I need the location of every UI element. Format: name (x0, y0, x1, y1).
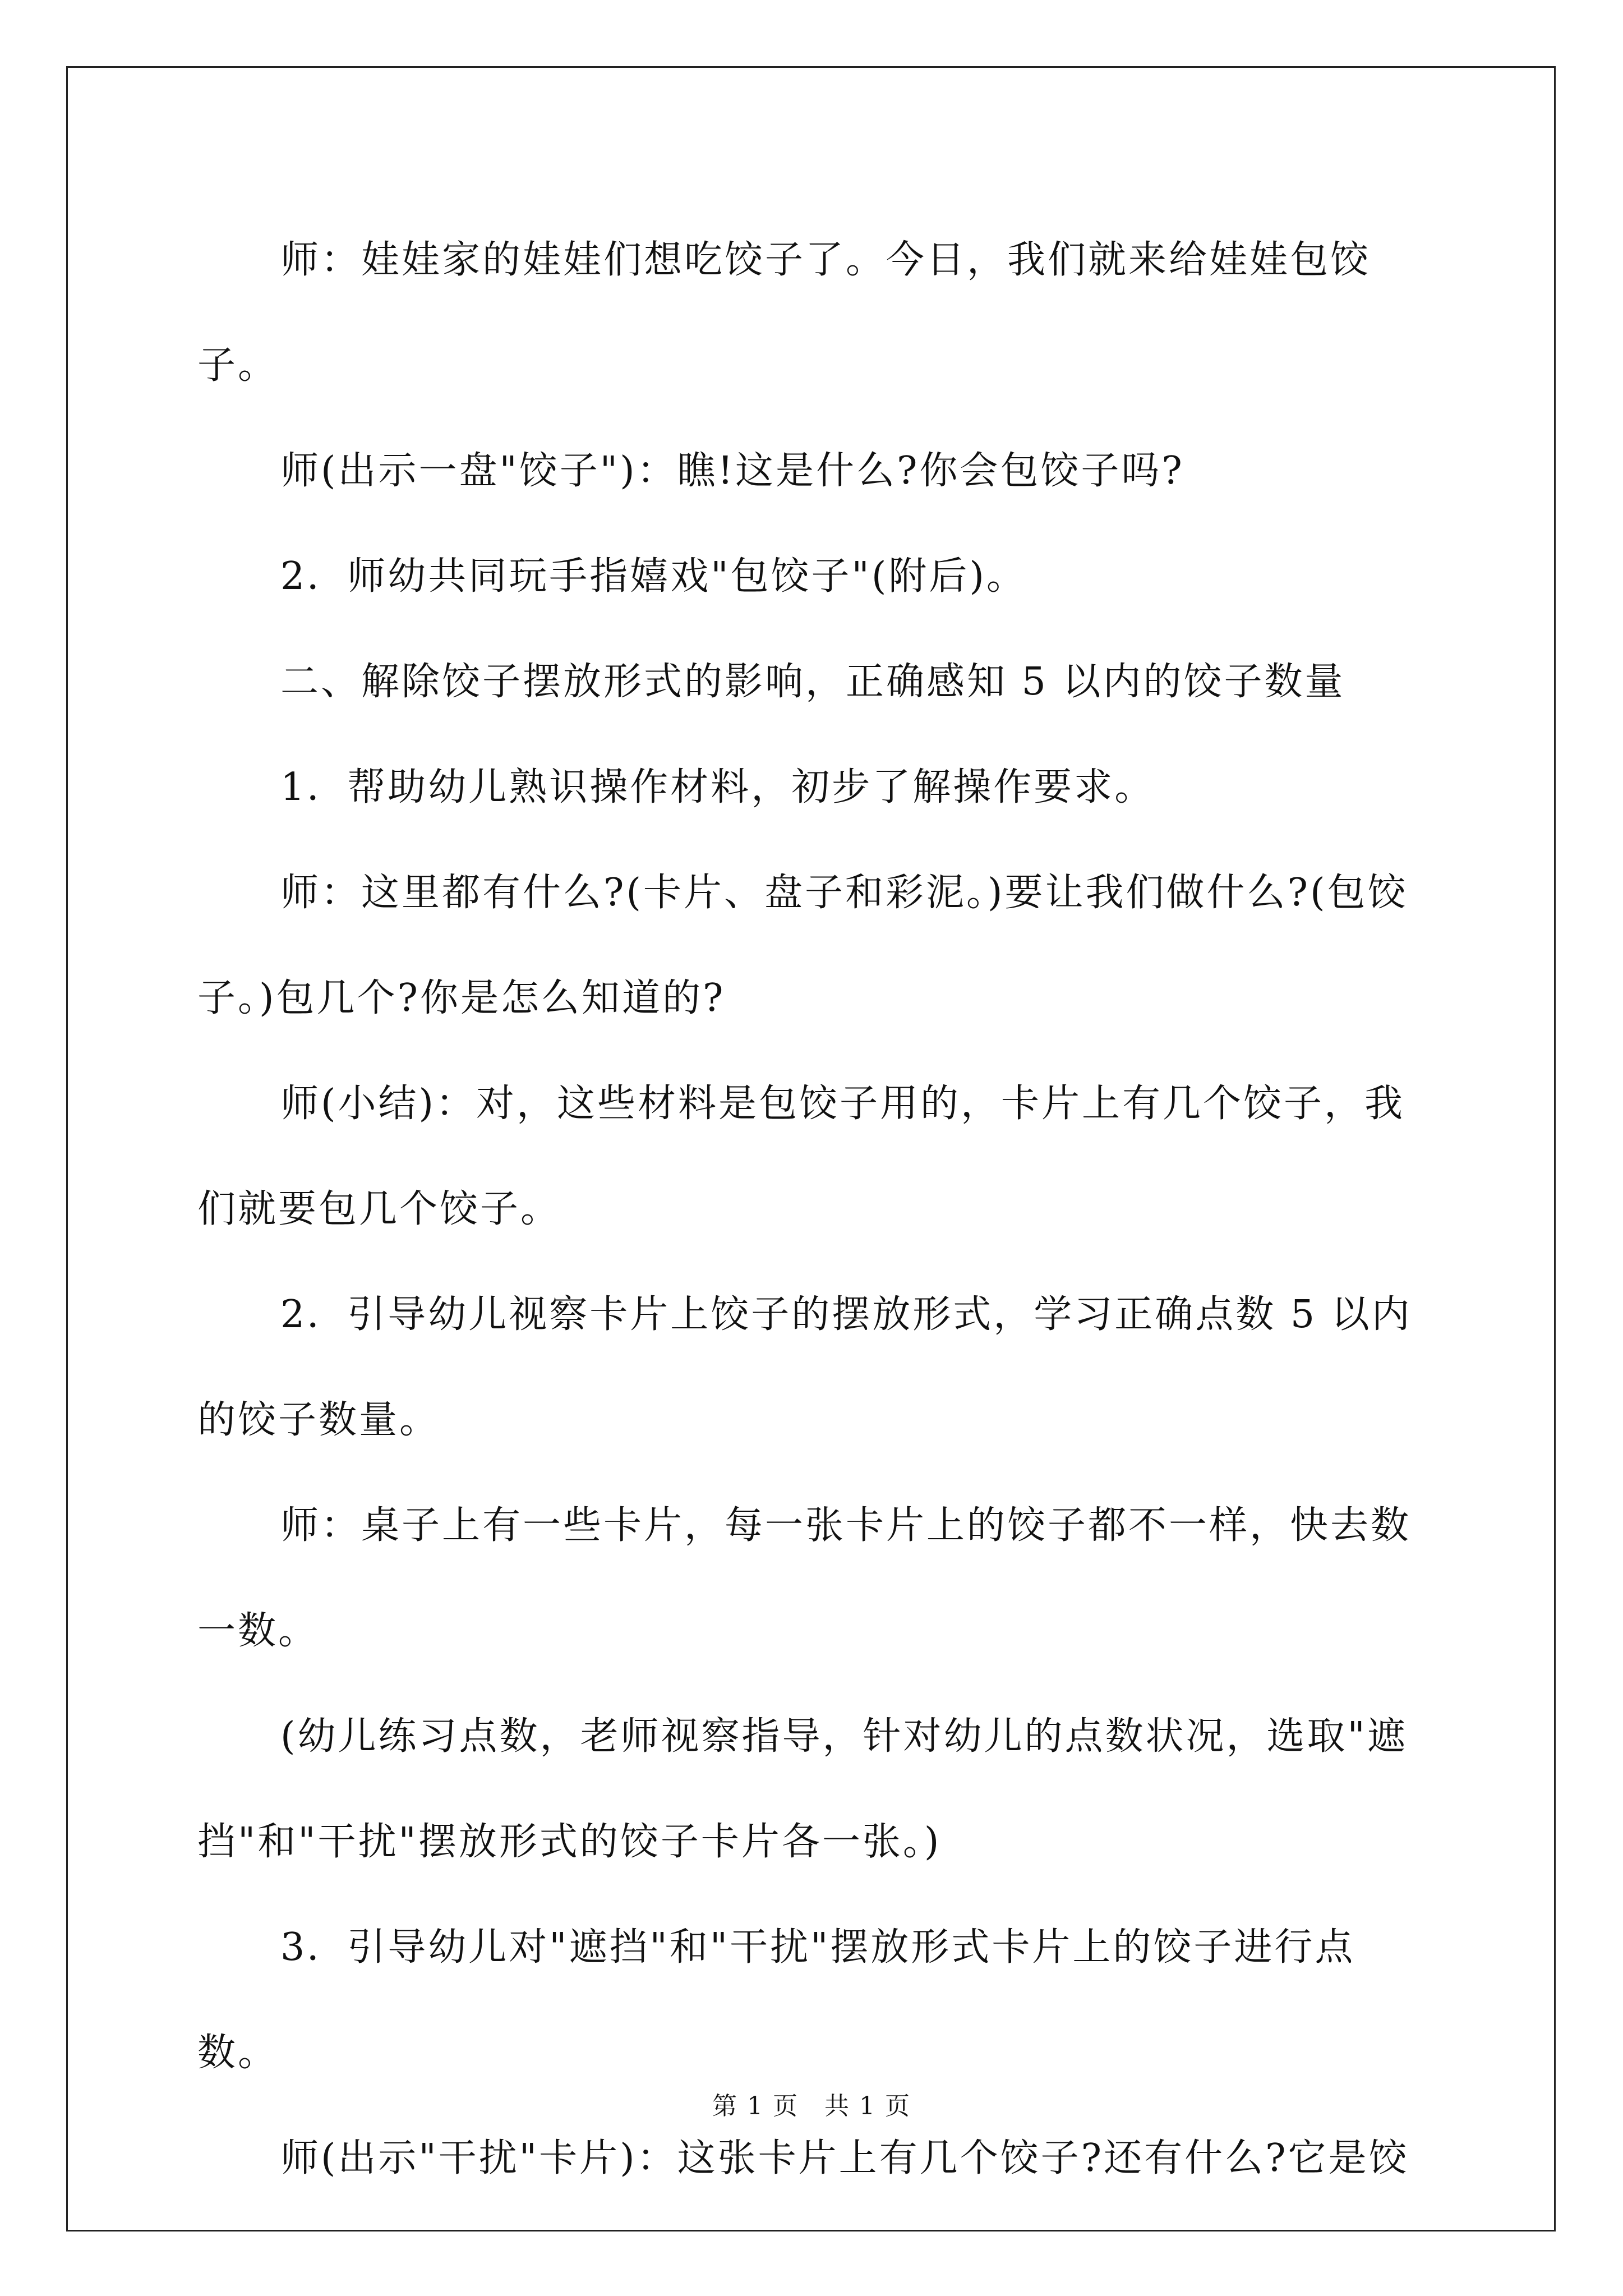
page-footer: 第 1 页 共 1 页 (712, 2092, 911, 2120)
paragraph-11: 3．引导幼儿对"遮挡"和"干扰"摆放形式卡片上的饺子进行点数。 (197, 1925, 1355, 2075)
paragraph-1: 师：娃娃家的娃娃们想吃饺子了。今日，我们就来给娃娃包饺子。 (197, 238, 1371, 388)
section-heading-2: 二、解除饺子摆放形式的影响，正确感知 5 以内的饺子数量 (280, 660, 1345, 704)
paragraph-8: 2．引导幼儿视察卡片上饺子的摆放形式，学习正确点数 5 以内的饺子数量。 (197, 1292, 1412, 1442)
paragraph-12: 师(出示"干扰"卡片)：这张卡片上有几个饺子?还有什么?它是饺 (280, 2136, 1409, 2180)
paragraph-10: (幼儿练习点数，老师视察指导，针对幼儿的点数状况，选取"遮挡"和"干扰"摆放形式的饺子卡片各一张。) (197, 1714, 1408, 1864)
paragraph-9: 师：桌子上有一些卡片，每一张卡片上的饺子都不一样，快去数一数。 (197, 1503, 1412, 1653)
paragraph-2: 师(出示一盘"饺子")：瞧!这是什么?你会包饺子吗? (280, 449, 1184, 493)
paragraph-7: 师(小结)：对，这些材料是包饺子用的，卡片上有几个饺子，我们就要包几个饺子。 (197, 1082, 1405, 1231)
paragraph-3: 2．师幼共同玩手指嬉戏"包饺子"(附后)。 (280, 554, 1027, 599)
paragraph-6: 师：这里都有什么?(卡片、盘子和彩泥。)要让我们做什么?(包饺子。)包几个?你是怎么知道的? (197, 871, 1408, 1020)
paragraph-5: 1．帮助幼儿熟识操作材料，初步了解操作要求。 (280, 765, 1155, 809)
document-body (197, 208, 1429, 2211)
